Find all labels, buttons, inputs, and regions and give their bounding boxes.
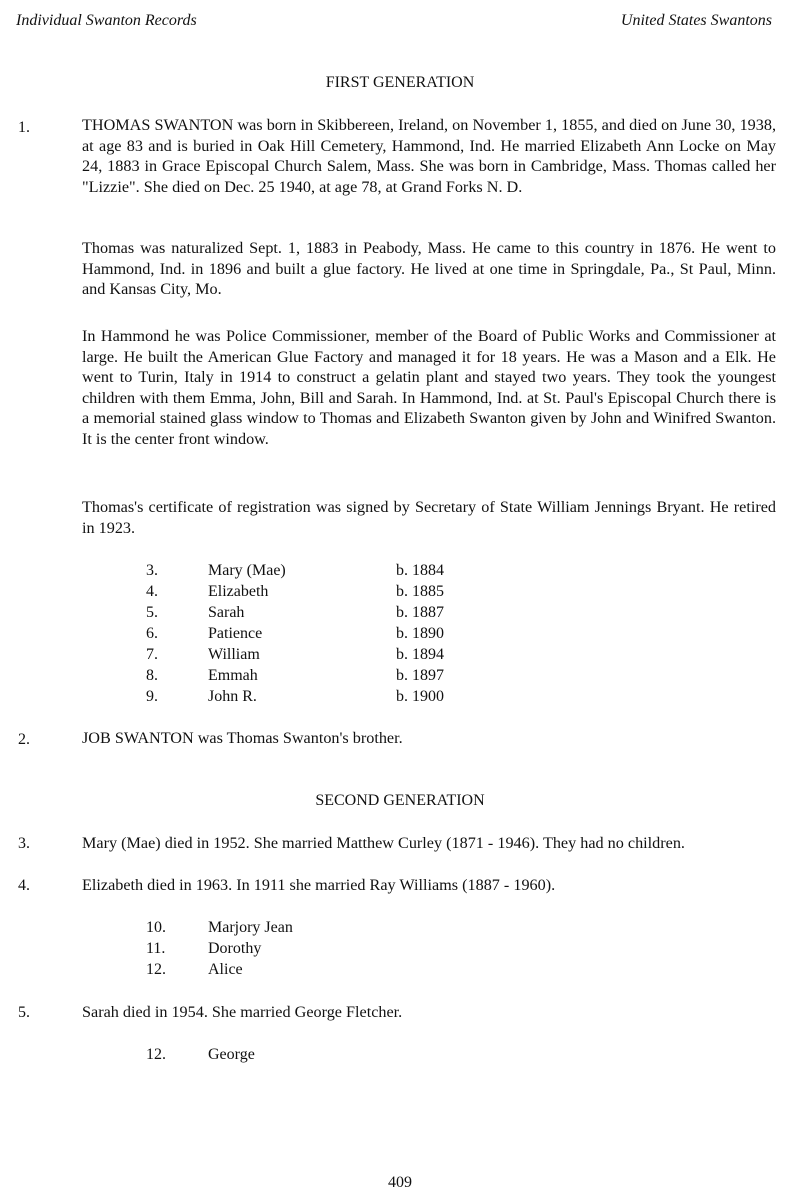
entry-paragraph: THOMAS SWANTON was born in Skibbereen, Ireland, on November 1, 1855, and died on June 30, 1938, at age 83 and is buried in Oak Hill Cemetery, Hammond, Ind. He married Elizabeth Ann Locke on May 24, 1883 in Grace Episcopal Church Salem, Mass. She was born in Cambridge, Mass. Thomas called her "Lizzie". She died on Dec. 25 1940, at age 78, at Grand Forks N. D. [82,116,776,196]
child-number: 9. [146,688,158,705]
child-name: George [208,1046,255,1063]
running-header-left: Individual Swanton Records [16,12,197,29]
child-number: 8. [146,667,158,684]
child-birth-year: b. 1885 [396,583,444,600]
child-number: 10. [146,919,166,936]
child-number: 6. [146,625,158,642]
second-generation-heading: SECOND GENERATION [315,792,485,809]
child-name: John R. [208,688,257,705]
entry-text: Elizabeth died in 1963. In 1911 she married Ray Williams (1887 - 1960). [82,876,556,894]
child-number: 3. [146,562,158,579]
first-generation-heading: FIRST GENERATION [325,74,475,91]
entry-paragraph: In Hammond he was Police Commissioner, member of the Board of Public Works and Commissioner at large. He built the American Glue Factory and managed it for 18 years. He was a Mason and a Elk. He went to Turin, Italy in 1914 to construct a gelatin plant and stayed two years. They took the youngest children with them Emma, John, Bill and Sarah. In Hammond, Ind. at St. Paul's Episcopal Church there is a memorial stained glass window to Thomas and Elizabeth Swanton given by John and Winifred Swanton. It is the center front window. [82,327,776,448]
entry-text: Sarah died in 1954. She married George Fletcher. [82,1003,403,1021]
child-number: 4. [146,583,158,600]
entry-paragraph: Thomas's certificate of registration was signed by Secretary of State William Jennings Bryant. He retired in 1923. [82,498,776,537]
entry-number: 2. [18,731,30,748]
child-name: Patience [208,625,263,642]
child-name: Elizabeth [208,583,269,600]
entry-number: 1. [18,119,30,136]
entry-paragraph: Thomas was naturalized Sept. 1, 1883 in Peabody, Mass. He came to this country in 1876. He went to Hammond, Ind. in 1896 and built a glue factory. He lived at one time in Springdale, Pa., St Paul, Minn. and Kansas City, Mo. [82,239,776,298]
child-birth-year: b. 1890 [396,625,444,642]
child-number: 12. [146,1046,166,1063]
child-name: Mary (Mae) [208,562,286,579]
child-name: William [208,646,260,663]
child-birth-year: b. 1884 [396,562,444,579]
child-name: Marjory Jean [208,919,293,936]
entry-number: 3. [18,835,30,852]
child-number: 5. [146,604,158,621]
child-number: 7. [146,646,158,663]
child-name: Dorothy [208,940,262,957]
child-name: Sarah [208,604,245,621]
child-name: Alice [208,961,243,978]
child-number: 11. [146,940,166,957]
child-birth-year: b. 1894 [396,646,444,663]
running-header-right: United States Swantons [620,12,772,29]
child-birth-year: b. 1887 [396,604,444,621]
entry-text: JOB SWANTON was Thomas Swanton's brother. [82,729,403,747]
child-number: 12. [146,961,166,978]
child-birth-year: b. 1900 [396,688,444,705]
entry-text: Mary (Mae) died in 1952. She married Matthew Curley (1871 - 1946). They had no children. [82,834,685,852]
child-birth-year: b. 1897 [396,667,444,684]
entry-number: 4. [18,877,30,894]
page-number: 409 [388,1174,412,1191]
entry-number: 5. [18,1004,30,1021]
child-name: Emmah [208,667,258,684]
